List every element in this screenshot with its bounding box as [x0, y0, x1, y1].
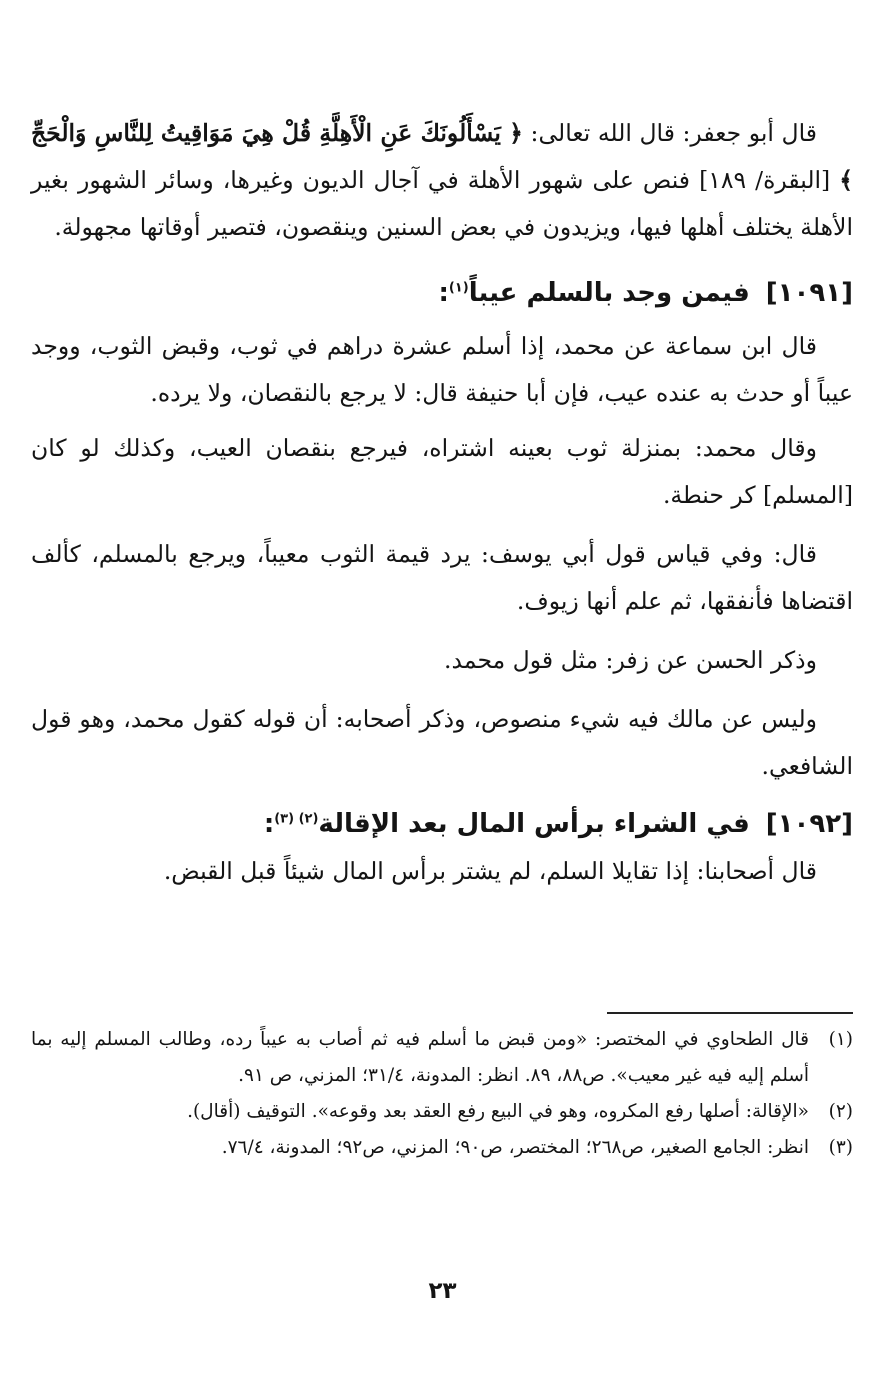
intro-suffix: [البقرة/ ١٨٩] فنص على شهور الأهلة في آجال الديون وغيرها، وسائر الشهور بغير الأهلة يختلف أهلها فيها، ويزيدون في بعض السنين وينقصون، فتصير أوقاتها مجهولة. — [31, 166, 853, 241]
section-number: [١٠٩١] — [765, 278, 853, 308]
intro-paragraph — [31, 110, 853, 251]
footnote-separator — [607, 1012, 853, 1014]
paragraph: قال ابن سماعة عن محمد، إذا أسلم عشرة دراهم في ثوب، وقبض الثوب، ووجد عيباً أو حدث به عنده عيب، فإن أبا حنيفة قال: لا يرجع بالنقصان، ولا يرده. — [31, 332, 853, 407]
paragraph: وذكر الحسن عن زفر: مثل قول محمد. — [444, 646, 817, 674]
footnote-item — [31, 1022, 853, 1094]
paragraph: قال: وفي قياس قول أبي يوسف: يرد قيمة الثوب معيباً، ويرجع بالمسلم، كألف اقتضاها فأنفقها، ثم علم أنها زيوف. — [31, 540, 853, 615]
section-heading-1091 — [31, 273, 853, 313]
section-heading-1092 — [31, 804, 853, 844]
footnote-text: انظر: الجامع الصغير، ص٢٦٨؛ المختصر، ص٩٠؛ المزني، ص٩٢؛ المدونة، ٧٦/٤. — [221, 1137, 809, 1158]
footnote-item — [31, 1130, 853, 1166]
footnote-ref: (١) — [448, 280, 469, 296]
page-number: ٢٣ — [428, 1278, 457, 1304]
section-title: فيمن وجد بالسلم عيباً — [468, 278, 750, 308]
paragraph: وقال محمد: بمنزلة ثوب بعينه اشتراه، فيرجع بنقصان العيب، وكذلك لو كان [المسلم] كر حنطة. — [31, 434, 853, 509]
heading-colon: : — [438, 278, 449, 308]
heading-colon: : — [263, 809, 275, 839]
paragraph: وليس عن مالك فيه شيء منصوص، وذكر أصحابه: أن قوله كقول محمد، وهو قول الشافعي. — [31, 705, 853, 780]
section-title: في الشراء برأس المال بعد الإقالة — [318, 809, 750, 839]
quran-verse: ﴿ يَسْأَلُونَكَ عَنِ الْأَهِلَّةِ قُلْ هِيَ مَوَاقِيتُ لِلنَّاسِ وَالْحَجِّ ﴾ — [31, 119, 853, 194]
footnote-mark: (٢) — [828, 1101, 853, 1122]
section-number: [١٠٩٢] — [765, 809, 853, 839]
footnote-ref: (٢) (٣) — [274, 811, 319, 827]
footnote-mark: (١) — [828, 1029, 853, 1050]
footnote-mark: (٣) — [828, 1137, 853, 1158]
intro-prefix: قال أبو جعفر: قال الله تعالى: — [522, 119, 817, 147]
footnotes — [31, 1022, 853, 1166]
footnote-text: «الإقالة: أصلها رفع المكروه، وهو في البيع رفع العقد بعد وقوعه». التوقيف (أقال). — [187, 1101, 809, 1122]
footnote-text: قال الطحاوي في المختصر: «ومن قبض ما أسلم فيه ثم أصاب به عيباً رده، وطالب المسلم إليه بما أسلم إليه فيه غير معيب». ص٨٨، ٨٩. انظر: المدونة، ٣١/٤؛ المزني، ص ٩١. — [31, 1029, 809, 1086]
page-body — [31, 110, 853, 895]
footnote-item — [31, 1094, 853, 1130]
paragraph: قال أصحابنا: إذا تقايلا السلم، لم يشتر برأس المال شيئاً قبل القبض. — [163, 857, 817, 885]
